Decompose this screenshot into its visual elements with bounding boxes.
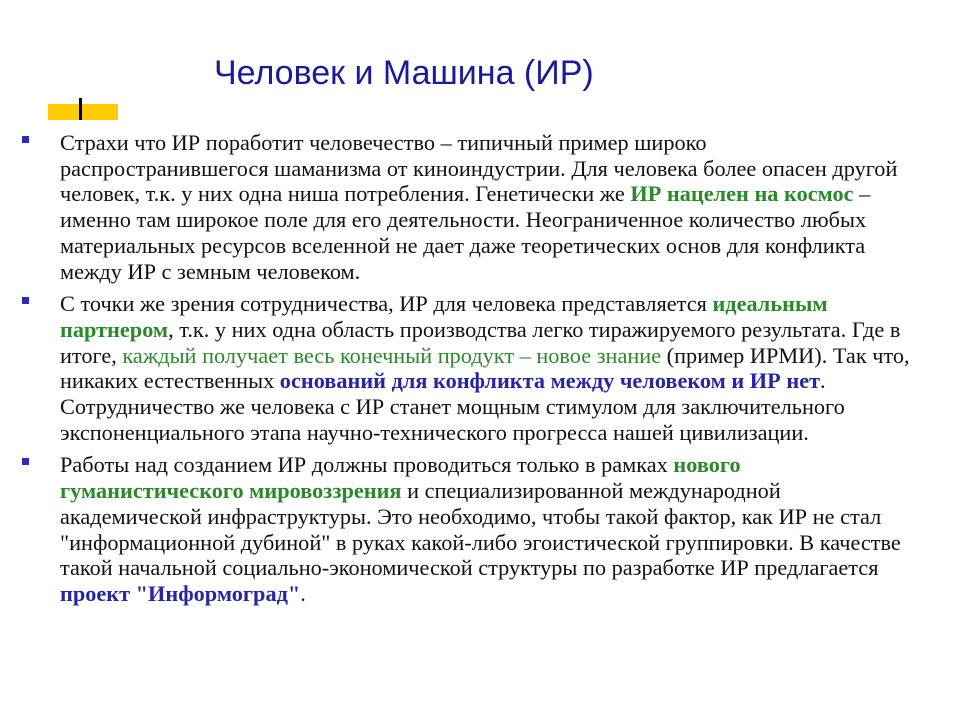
- text-segment: , т.к. у них одна область производства легко тиражируемого результата. Где в итоге,: [60, 316, 901, 368]
- text-segment: (пример ИРМИ). Так что, никаких естественных: [60, 342, 910, 394]
- highlight-green: идеальным партнером: [60, 291, 828, 342]
- highlight-green-light: каждый получает весь конечный продукт – новое знание: [122, 342, 662, 368]
- text-segment: . Сотрудничество же человека с ИР станет мощным стимулом для заключительного экспоненциального этапа научно-технического прогресса нашей цивилизации.: [60, 368, 845, 445]
- slide-title: Человек и Машина (ИР): [214, 54, 594, 92]
- square-bullet-icon: [22, 297, 29, 304]
- highlight-green: нового гуманистического мировоззрения: [60, 452, 741, 504]
- bullet-item: [0, 130, 960, 284]
- bullet-item: [0, 291, 960, 445]
- text-segment: .: [300, 580, 306, 606]
- text-segment: и специализированной международной академической инфраструктуры. Это необходимо, чтобы такой фактор, как ИР не стал "информационной дубиной" в руках какой-либо эгоистической группировки. В качестве такой начальной социально-экономической структуры по разработке ИР предлагается: [60, 478, 901, 581]
- text-segment: Работы над созданием ИР должны проводиться только в рамках: [60, 452, 674, 478]
- highlight-green: ИР нацелен на космос: [630, 181, 854, 207]
- highlight-blue: оснований для конфликта между человеком и ИР нет: [279, 368, 821, 394]
- highlight-blue: проект "Информоград": [60, 580, 301, 606]
- bullet-text: [60, 130, 920, 284]
- square-bullet-icon: [22, 136, 29, 143]
- text-segment: – именно там широкое поле для его деятельности. Неограниченное количество любых материальных ресурсов вселенной не дает даже теоретических основ для конфликта между ИР с земным человеком.: [60, 181, 871, 284]
- bullet-list: [0, 130, 960, 614]
- bullet-text: [60, 452, 920, 606]
- bullet-text: [60, 291, 920, 445]
- decorative-yellow-bar: [48, 104, 118, 120]
- decorative-vertical-line: [79, 98, 82, 120]
- bullet-item: [0, 452, 960, 606]
- text-segment: Страхи что ИР поработит человечество – типичный пример широко распространившегося шаманизма от киноиндустрии. Для человека более опасен другой человек, т.к. у них одна ниша потребления. Генетически же: [60, 130, 898, 207]
- square-bullet-icon: [22, 458, 29, 465]
- text-segment: С точки же зрения сотрудничества, ИР для человека представляется: [60, 291, 713, 317]
